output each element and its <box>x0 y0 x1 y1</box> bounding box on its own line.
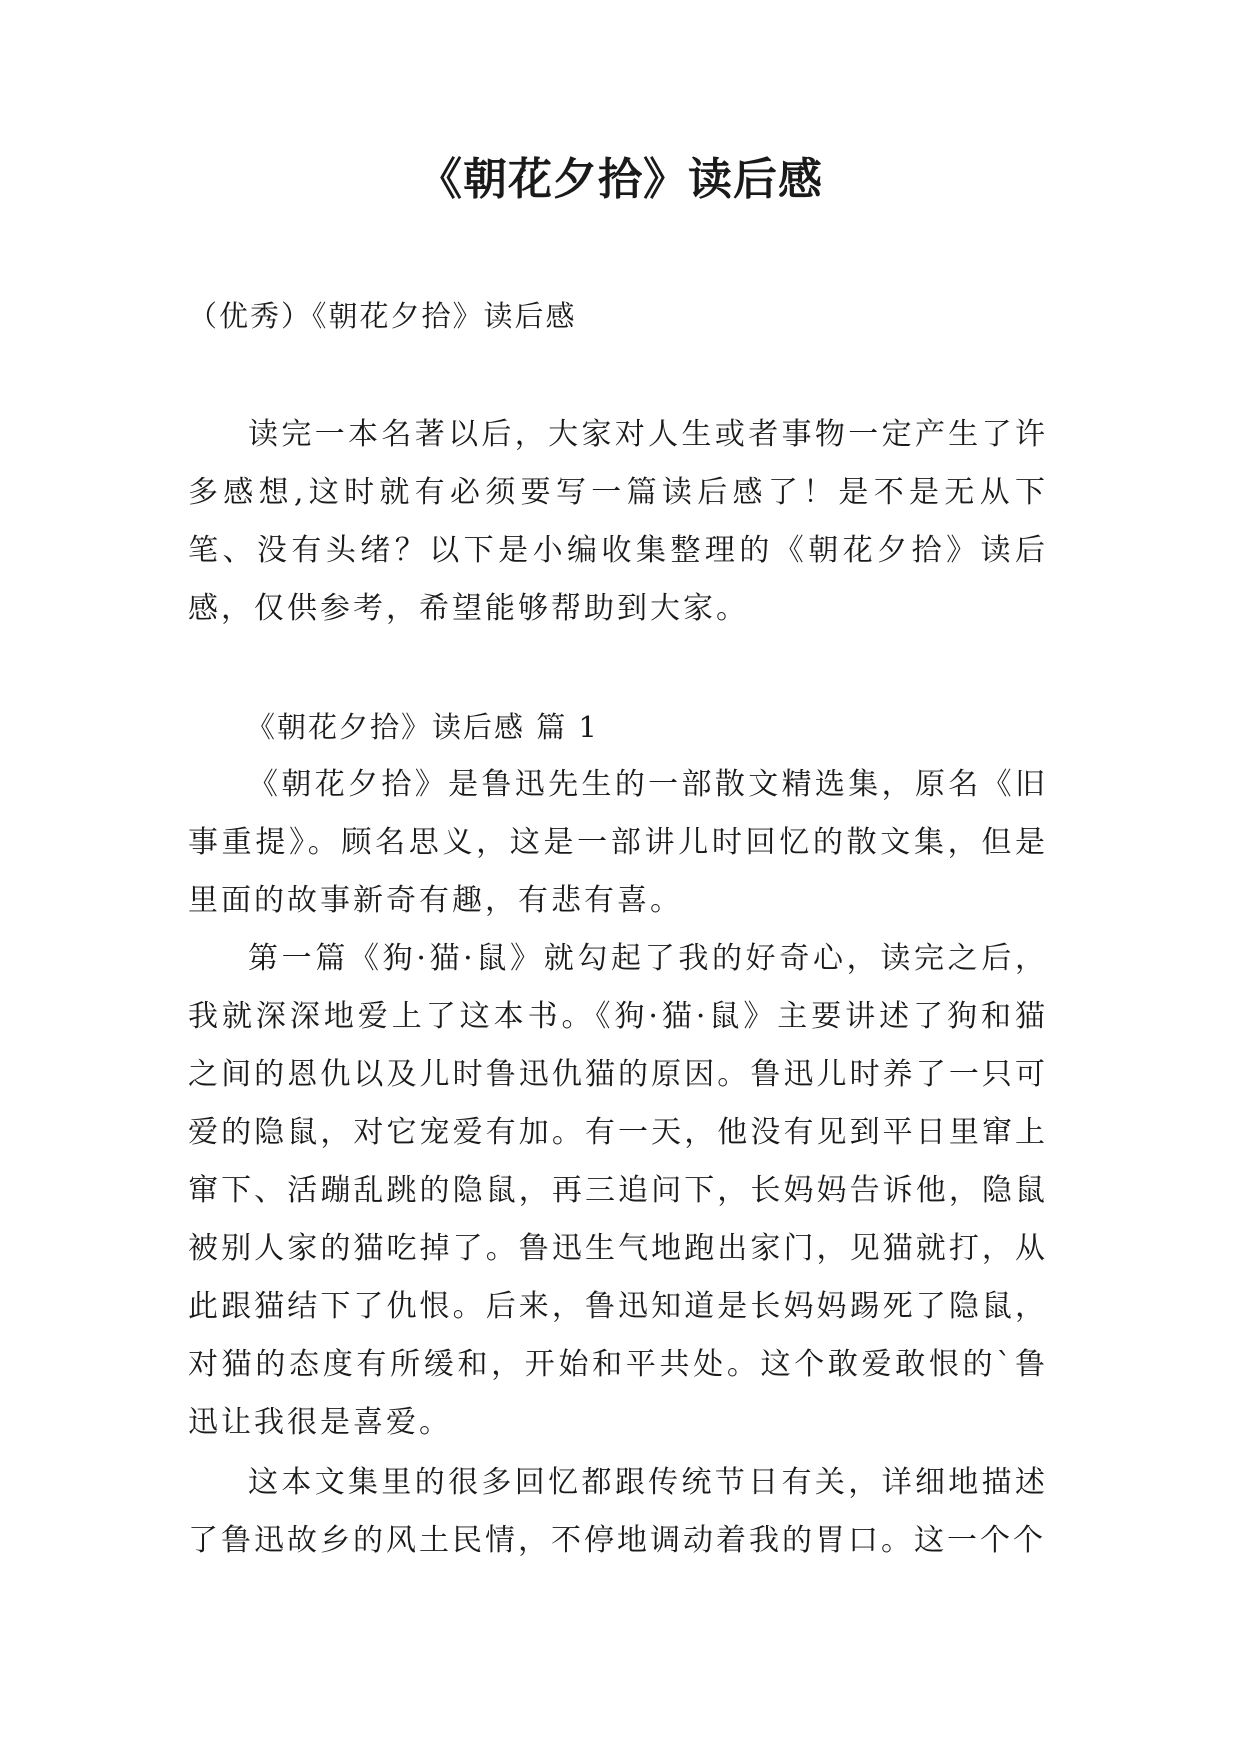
document-subtitle: （优秀）《朝花夕拾》读后感 <box>188 299 577 333</box>
intro-paragraph: 读完一本名著以后，大家对人生或者事物一定产生了许多感想,这时就有必须要写一篇读后感了！是不是无从下笔、没有头绪？以下是小编收集整理的《朝花夕拾》读后感，仅供参考，希望能够帮助到大家。 <box>188 417 1048 626</box>
body-paragraph-1: 《朝花夕拾》是鲁迅先生的一部散文精选集，原名《旧事重提》。顾名思义，这是一部讲儿时回忆的散文集，但是里面的故事新奇有趣，有悲有喜。 <box>188 767 1048 918</box>
body-paragraph-2: 第一篇《狗·猫·鼠》就勾起了我的好奇心，读完之后，我就深深地爱上了这本书。《狗·猫·鼠》主要讲述了狗和猫之间的恩仇以及儿时鲁迅仇猫的原因。鲁迅儿时养了一只可爱的隐鼠，对它宠爱有加。有一天，他没有见到平日里窜上窜下、活蹦乱跳的隐鼠，再三追问下，长妈妈告诉他，隐鼠被别人家的猫吃掉了。鲁迅生气地跑出家门，见猫就打，从此跟猫结下了仇恨。后来，鲁迅知道是长妈妈踢死了隐鼠，对猫的态度有所缓和，开始和平共处。这个敢爱敢恨的`鲁迅让我很是喜爱。 <box>188 941 1048 1440</box>
section-heading: 《朝花夕拾》读后感 篇 1 <box>246 710 599 744</box>
body-paragraph-3: 这本文集里的很多回忆都跟传统节日有关，详细地描述了鲁迅故乡的风土民情，不停地调动着我的胃口。这一个个 <box>188 1465 1048 1558</box>
document-title: 《朝花夕拾》读后感 <box>418 154 823 205</box>
